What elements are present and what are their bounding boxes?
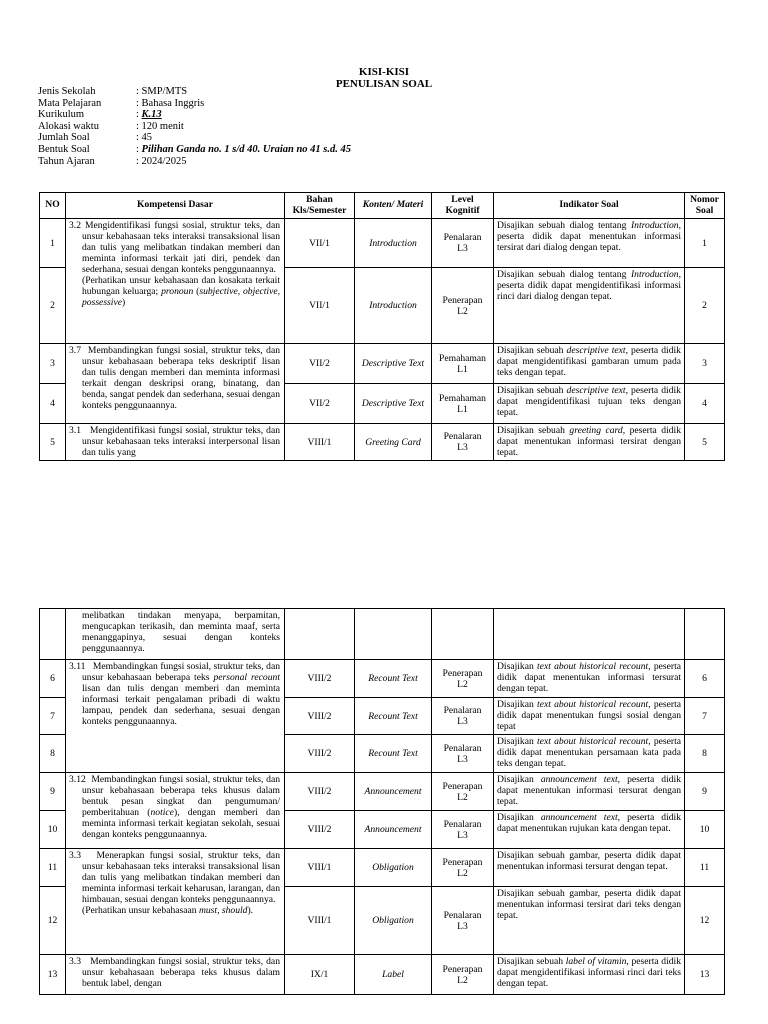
table-row (40, 660, 725, 698)
nomor-soal-cell: 11 (685, 849, 725, 887)
meta-row: Tahun Ajaran : 2024/2025 (38, 155, 187, 167)
empty-cell (494, 609, 685, 660)
nomor-soal-cell: 1 (685, 219, 725, 268)
kompetensi-dasar-cell: 3.7 Membandingkan fungsi sosial, struktur teks, dan unsur kebahasaan beberapa teks deskriptif lisan dan tulis dengan memberi dan meminta informasi terkait dengan deskripsi orang, binatang, dan benda, sangat pendek dan sederhana, sesuai dengan konteks penggunaannya. (66, 344, 285, 424)
bahan-cell: VIII/1 (285, 849, 355, 887)
bahan-cell: VII/2 (285, 344, 355, 384)
meta-key: Jumlah Soal (38, 132, 90, 144)
level-cell: Penalaran L3 (432, 219, 494, 268)
nomor-soal-cell: 7 (685, 698, 725, 735)
konten-cell: Descriptive Text (355, 344, 432, 384)
indikator-cell: Disajikan sebuah descriptive text, peserta didik dapat mengidentifikasi gambaran umum pada teks dengan tepat. (494, 344, 685, 384)
meta-key: Mata Pelajaran (38, 97, 102, 109)
bahan-cell: VIII/2 (285, 735, 355, 773)
row-number: 12 (40, 887, 66, 955)
meta-row: Jumlah Soal : 45 (38, 132, 153, 144)
table-row (40, 219, 725, 268)
document-meta (38, 86, 351, 167)
bahan-cell: VIII/2 (285, 660, 355, 698)
header-kompetensi-dasar: Kompetensi Dasar (66, 193, 285, 219)
meta-value: 45 (141, 132, 153, 144)
document-subtitle: PENULISAN SOAL (335, 78, 433, 90)
level-cell: Penerapan L2 (432, 773, 494, 811)
konten-cell: Descriptive Text (355, 384, 432, 424)
indikator-cell: Disajikan text about historical recount, peserta didik dapat menentukan informasi tersurat dengan tepat. (494, 660, 685, 698)
nomor-soal-cell: 12 (685, 887, 725, 955)
nomor-soal-cell: 2 (685, 268, 725, 344)
meta-key: Alokasi waktu (38, 120, 99, 132)
indikator-cell: Disajikan sebuah greeting card, peserta didik dapat menentukan informasi tersirat dengan tepat. (494, 424, 685, 461)
bahan-cell: VIII/2 (285, 698, 355, 735)
indikator-cell: Disajikan text about historical recount, peserta didik dapat menentukan fungsi sosial dengan tepat (494, 698, 685, 735)
empty-cell (40, 609, 66, 660)
meta-key: Tahun Ajaran (38, 155, 95, 167)
row-number: 9 (40, 773, 66, 811)
indikator-cell: Disajikan announcement text, peserta didik dapat menentukan rujukan kata dengan tepat. (494, 811, 685, 849)
meta-row: Jenis Sekolah : SMP/MTS (38, 86, 188, 97)
konten-cell: Introduction (355, 219, 432, 268)
header-no: NO (40, 193, 66, 219)
konten-cell: Introduction (355, 268, 432, 344)
empty-cell (685, 609, 725, 660)
bahan-cell: VII/1 (285, 268, 355, 344)
empty-cell (355, 609, 432, 660)
kompetensi-dasar-cell: 3.3 Menerapkan fungsi sosial, struktur teks, dan unsur kebahasaan teks interaksi transaksional lisan dan tulis yang melibatkan tindakan memberi dan meminta informasi terkait keharusan, larangan, dan himbauan, sesuai dengan konteks penggunaannya. (Perhatikan unsur kebahasaan must, should). (66, 849, 285, 955)
level-cell: Penalaran L3 (432, 887, 494, 955)
table-row-continuation (40, 609, 725, 660)
level-cell: Penalaran L3 (432, 735, 494, 773)
meta-row: Alokasi waktu : 120 menit (38, 120, 184, 132)
empty-cell (432, 609, 494, 660)
nomor-soal-cell: 4 (685, 384, 725, 424)
table-row (40, 424, 725, 461)
level-cell: Penerapan L2 (432, 268, 494, 344)
level-cell: Penerapan L2 (432, 955, 494, 995)
header-bahan: Bahan Kls/Semester (285, 193, 355, 219)
indikator-cell: Disajikan sebuah dialog tentang Introduction, peserta didik dapat menentukan informasi tersirat dari dialog dengan tepat. (494, 219, 685, 268)
header-level: Level Kognitif (432, 193, 494, 219)
nomor-soal-cell: 9 (685, 773, 725, 811)
row-number: 10 (40, 811, 66, 849)
indikator-cell: Disajikan announcement text, peserta didik dapat menentukan informasi tersurat dengan tepat. (494, 773, 685, 811)
table-row (40, 955, 725, 995)
nomor-soal-cell: 10 (685, 811, 725, 849)
table-row (40, 849, 725, 887)
bahan-cell: VII/2 (285, 384, 355, 424)
row-number: 5 (40, 424, 66, 461)
row-number: 7 (40, 698, 66, 735)
nomor-soal-cell: 6 (685, 660, 725, 698)
indikator-cell: Disajikan sebuah gambar, peserta didik dapat menentukan informasi tersurat dengan tepat. (494, 849, 685, 887)
level-cell: Penalaran L3 (432, 698, 494, 735)
bahan-cell: IX/1 (285, 955, 355, 995)
level-cell: Penalaran L3 (432, 811, 494, 849)
empty-cell (285, 609, 355, 660)
header-nomor: Nomor Soal (685, 193, 725, 219)
meta-value: Bahasa Inggris (141, 97, 205, 109)
kompetensi-dasar-continuation: melibatkan tindakan menyapa, berpamitan, mengucapkan terikasih, dan meminta maaf, serta menanggapinya, sesuai dengan konteks penggunaannya. (66, 609, 285, 660)
bahan-cell: VIII/1 (285, 424, 355, 461)
indikator-cell: Disajikan sebuah dialog tentang Introduction, peserta didik dapat mengidentifikasi informasi rinci dari dialog dengan tepat. (494, 268, 685, 344)
kompetensi-dasar-cell: 3.2 Mengidentifikasi fungsi sosial, struktur teks, dan unsur kebahasaan teks interaksi transaksional lisan dan tulis yang melibatkan tindakan memberi dan meminta informasi terkait jati diri, pendek dan sederhana, sesuai dengan konteks penggunaannya. (Perhatikan unsur kebahasaan dan kosakata terkait hubungan keluarga; pronoun (subjective, objective, possessive) (66, 219, 285, 344)
nomor-soal-cell: 13 (685, 955, 725, 995)
konten-cell: Recount Text (355, 735, 432, 773)
table-header-row (40, 193, 725, 219)
meta-value: 120 menit (141, 120, 184, 132)
nomor-soal-cell: 3 (685, 344, 725, 384)
row-number: 13 (40, 955, 66, 995)
row-number: 3 (40, 344, 66, 384)
level-cell: Penerapan L2 (432, 660, 494, 698)
kompetensi-dasar-cell: 3.12 Membandingkan fungsi sosial, struktur teks, dan unsur kebahasaan beberapa teks khusus dalam bentuk pesan singkat dan pengumuman/ pemberitahuan (notice), dengan memberi dan meminta informasi terkait kegiatan sekolah, sesuai dengan konteks penggunaannya. (66, 773, 285, 849)
bahan-cell: VIII/1 (285, 887, 355, 955)
row-number: 2 (40, 268, 66, 344)
meta-value: Pilihan Ganda no. 1 s/d 40. Uraian no 41 s.d. 45 (141, 143, 352, 155)
konten-cell: Announcement (355, 811, 432, 849)
kompetensi-dasar-cell: 3.11 Membandingkan fungsi sosial, struktur teks, dan unsur kebahasaan beberapa teks personal recount lisan dan tulis dengan memberi dan meminta informasi terkait pengalaman pribadi di waktu lampau, pendek dan sederhana, sesuai dengan konteks penggunaannya. (66, 660, 285, 773)
document-title: KISI-KISI (358, 66, 410, 78)
header-konten: Konten/ Materi (355, 193, 432, 219)
row-number: 11 (40, 849, 66, 887)
level-cell: Pemahaman L1 (432, 344, 494, 384)
meta-key: Jenis Sekolah (38, 86, 96, 97)
bahan-cell: VIII/2 (285, 773, 355, 811)
meta-key: Bentuk Soal (38, 143, 90, 155)
kisi-kisi-table-2 (39, 608, 725, 995)
table-row (40, 344, 725, 384)
nomor-soal-cell: 5 (685, 424, 725, 461)
konten-cell: Announcement (355, 773, 432, 811)
konten-cell: Obligation (355, 849, 432, 887)
level-cell: Pemahaman L1 (432, 384, 494, 424)
konten-cell: Recount Text (355, 698, 432, 735)
row-number: 8 (40, 735, 66, 773)
konten-cell: Recount Text (355, 660, 432, 698)
konten-cell: Label (355, 955, 432, 995)
row-number: 6 (40, 660, 66, 698)
indikator-cell: Disajikan text about historical recount, peserta didik dapat menentukan persamaan kata pada teks dengan tepat. (494, 735, 685, 773)
header-indikator: Indikator Soal (494, 193, 685, 219)
nomor-soal-cell: 8 (685, 735, 725, 773)
level-cell: Penalaran L3 (432, 424, 494, 461)
konten-cell: Greeting Card (355, 424, 432, 461)
kompetensi-dasar-cell: 3.3 Membandingkan fungsi sosial, struktur teks, dan unsur kebahasaan beberapa teks khusus dalam bentuk label, dengan (66, 955, 285, 995)
indikator-cell: Disajikan sebuah gambar, peserta didik dapat menentukan informasi tersirat dari teks dengan tepat. (494, 887, 685, 955)
level-cell: Penerapan L2 (432, 849, 494, 887)
indikator-cell: Disajikan sebuah descriptive text, peserta didik dapat mengidentifikasi tujuan teks dengan tepat. (494, 384, 685, 424)
meta-row: Bentuk Soal : Pilihan Ganda no. 1 s/d 40. Uraian no 41 s.d. 45 (38, 143, 352, 155)
bahan-cell: VII/1 (285, 219, 355, 268)
row-number: 4 (40, 384, 66, 424)
meta-key: Kurikulum (38, 109, 85, 121)
indikator-cell: Disajikan sebuah label of vitamin, peserta didik dapat mengidentifikasi informasi rinci dari teks dengan tepat. (494, 955, 685, 995)
meta-row: Kurikulum : K.13 (38, 109, 162, 121)
konten-cell: Obligation (355, 887, 432, 955)
row-number: 1 (40, 219, 66, 268)
meta-value: K.13 (141, 109, 162, 121)
meta-value: SMP/MTS (141, 86, 188, 97)
bahan-cell: VIII/2 (285, 811, 355, 849)
kompetensi-dasar-cell: 3.1 Mengidentifikasi fungsi sosial, struktur teks, dan unsur kebahasaan teks interaksi interpersonal lisan dan tulis yang (66, 424, 285, 461)
meta-value: 2024/2025 (141, 155, 187, 167)
kisi-kisi-table-1 (39, 192, 725, 461)
meta-row: Mata Pelajaran : Bahasa Inggris (38, 97, 205, 109)
table-row (40, 773, 725, 811)
